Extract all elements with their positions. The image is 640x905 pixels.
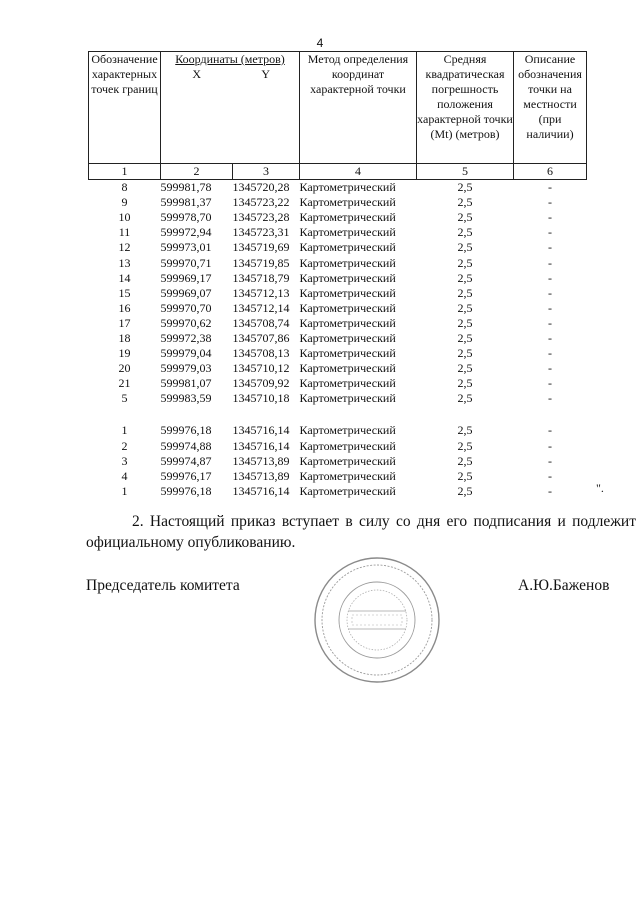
table-cell: 599983,59 <box>160 391 212 406</box>
table-row <box>89 423 587 438</box>
table-cell: 2,5 <box>457 346 473 361</box>
table-cell: - <box>548 330 552 345</box>
table-cell: 1345713,89 <box>232 453 290 468</box>
header-method: Метод определения координат характерной точки <box>300 52 417 164</box>
table-cell: 1345713,89 <box>232 468 290 483</box>
table-cell: - <box>548 210 552 225</box>
header-number: 4 <box>300 164 417 180</box>
table-cell: 599970,62 <box>160 315 212 330</box>
table-row <box>89 225 587 240</box>
table-row <box>89 376 587 391</box>
table-cell: 1 <box>121 423 128 438</box>
table-cell: 2,5 <box>457 438 473 453</box>
table-cell: 9 <box>121 195 128 210</box>
table-row <box>89 180 587 196</box>
table-cell: 1345710,12 <box>232 361 290 376</box>
header-coordinates: Координаты (метров) <box>161 52 300 68</box>
table-cell: Картометрический <box>299 255 396 270</box>
table-row <box>89 484 587 499</box>
table-cell: 599981,07 <box>160 376 212 391</box>
table-cell: 599979,04 <box>160 346 212 361</box>
table-cell: Картометрический <box>299 330 396 345</box>
coordinates-table <box>88 51 587 499</box>
header-y: Y <box>233 67 300 164</box>
table-cell: Картометрический <box>299 438 396 453</box>
table-cell: 1345719,69 <box>232 240 290 255</box>
table-body-inner-contour <box>89 423 587 498</box>
table-cell: 1345719,85 <box>232 255 290 270</box>
table-cell: 2,5 <box>457 361 473 376</box>
table-cell: 2,5 <box>457 240 473 255</box>
table-cell: - <box>548 315 552 330</box>
table-cell: 2,5 <box>457 270 473 285</box>
table-cell: 20 <box>118 361 131 376</box>
table-cell: Картометрический <box>299 270 396 285</box>
table-cell: - <box>548 453 552 468</box>
table-cell: Картометрический <box>299 180 396 195</box>
table-cell: - <box>548 270 552 285</box>
table-cell: Картометрический <box>299 376 396 391</box>
table-cell: 2,5 <box>457 210 473 225</box>
table-row <box>89 454 587 469</box>
table-cell: - <box>548 438 552 453</box>
table-cell: Картометрический <box>299 361 396 376</box>
table-cell: 1345720,28 <box>232 180 290 195</box>
table-cell: Картометрический <box>299 453 396 468</box>
table-cell: Картометрический <box>299 285 396 300</box>
table-cell: 2,5 <box>457 376 473 391</box>
table-cell: - <box>548 285 552 300</box>
table-cell: Картометрический <box>299 300 396 315</box>
table-cell: 10 <box>118 210 131 225</box>
table-cell: - <box>548 468 552 483</box>
header-point-designation: Обозначение характерных точек границ <box>89 52 161 164</box>
table-cell: 2,5 <box>457 285 473 300</box>
table-cell: Картометрический <box>299 423 396 438</box>
table-row <box>89 439 587 454</box>
header-description: Описание обозначения точки на местности (при наличии) <box>514 52 587 164</box>
table-cell: 2,5 <box>457 315 473 330</box>
header-number: 6 <box>514 164 587 180</box>
table-cell: 2,5 <box>457 180 473 195</box>
table-cell: 4 <box>121 468 128 483</box>
table-row <box>89 361 587 376</box>
table-body-outer-contour <box>89 180 587 407</box>
header-number: 2 <box>161 164 233 180</box>
table-cell: 11 <box>118 225 131 240</box>
table-spacer <box>89 406 587 423</box>
table-cell: 599969,17 <box>160 270 212 285</box>
table-cell: 599981,78 <box>160 180 212 195</box>
table-cell: Картометрический <box>299 315 396 330</box>
table-row <box>89 316 587 331</box>
table-cell: - <box>548 240 552 255</box>
table-cell: 599981,37 <box>160 195 212 210</box>
header-number: 3 <box>233 164 300 180</box>
table-cell: 1345723,22 <box>232 195 290 210</box>
table-cell: 2,5 <box>457 300 473 315</box>
table-cell: 599976,18 <box>160 423 212 438</box>
table-row <box>89 195 587 210</box>
table-cell: 16 <box>118 300 131 315</box>
official-seal-stamp <box>312 555 442 685</box>
table-cell: Картометрический <box>299 391 396 406</box>
table-cell: 1345710,18 <box>232 391 290 406</box>
table-cell: Картометрический <box>299 210 396 225</box>
table-cell: 599972,38 <box>160 330 212 345</box>
signature-title: Председатель комитета <box>86 577 240 594</box>
table-cell: Картометрический <box>299 346 396 361</box>
table-row <box>89 346 587 361</box>
table-cell: 14 <box>118 270 131 285</box>
table-row <box>89 331 587 346</box>
table-cell: 599970,70 <box>160 300 212 315</box>
table-cell: 599979,03 <box>160 361 212 376</box>
table-cell: - <box>548 423 552 438</box>
table-row <box>89 286 587 301</box>
table-cell: - <box>548 255 552 270</box>
table-cell: 1345708,74 <box>232 315 290 330</box>
table-cell: 1345716,14 <box>232 438 290 453</box>
table-cell: 8 <box>121 180 128 195</box>
table-cell: 599976,18 <box>160 483 212 498</box>
table-cell: - <box>548 483 552 498</box>
table-cell: 2,5 <box>457 483 473 498</box>
table-cell: 1345716,14 <box>232 423 290 438</box>
header-x: X <box>161 67 233 164</box>
table-cell: 12 <box>118 240 131 255</box>
table-cell: 2,5 <box>457 391 473 406</box>
table-cell: 1345723,28 <box>232 210 290 225</box>
table-cell: - <box>548 225 552 240</box>
table-cell: 599973,01 <box>160 240 212 255</box>
table-cell: 1345708,13 <box>232 346 290 361</box>
table-cell: - <box>548 346 552 361</box>
table-cell: - <box>548 391 552 406</box>
table-cell: 599974,87 <box>160 453 212 468</box>
table-row <box>89 391 587 406</box>
table-cell: 2,5 <box>457 453 473 468</box>
closing-quote-mark: ". <box>596 481 604 495</box>
table-cell: 599978,70 <box>160 210 212 225</box>
table-row <box>89 255 587 270</box>
table-cell: 2 <box>121 438 128 453</box>
header-error: Средняя квадратическая погрешность положения характерной точки (Mt) (метров) <box>417 52 514 164</box>
table-cell: - <box>548 361 552 376</box>
table-row <box>89 271 587 286</box>
table-cell: 599976,17 <box>160 468 212 483</box>
table-cell: 1345723,31 <box>232 225 290 240</box>
table-cell: 19 <box>118 346 131 361</box>
header-number: 5 <box>417 164 514 180</box>
table-cell: 1 <box>121 483 128 498</box>
table-cell: 17 <box>118 315 131 330</box>
page-number: 4 <box>316 36 324 50</box>
table-cell: Картометрический <box>299 483 396 498</box>
table-cell: 1345709,92 <box>232 376 290 391</box>
table-cell: Картометрический <box>299 468 396 483</box>
table-cell: 1345707,86 <box>232 330 290 345</box>
table-cell: 599972,94 <box>160 225 212 240</box>
table-cell: Картометрический <box>299 240 396 255</box>
signature-name: А.Ю.Баженов <box>518 577 610 594</box>
table-cell: - <box>548 180 552 195</box>
table-cell: 599974,88 <box>160 438 212 453</box>
table-cell: 13 <box>118 255 131 270</box>
table-cell: - <box>548 300 552 315</box>
table-cell: - <box>548 376 552 391</box>
table-cell: 2,5 <box>457 255 473 270</box>
table-cell: 5 <box>121 391 128 406</box>
table-cell: 1345716,14 <box>232 483 290 498</box>
table-cell: 599970,71 <box>160 255 212 270</box>
table-row <box>89 301 587 316</box>
table-row <box>89 210 587 225</box>
table-cell: 1345712,13 <box>232 285 290 300</box>
table-cell: 2,5 <box>457 195 473 210</box>
order-paragraph: 2. Настоящий приказ вступает в силу со дня его подписания и подлежит официальному опубликованию. <box>86 513 636 551</box>
table-cell: 3 <box>121 453 128 468</box>
table-cell: Картометрический <box>299 195 396 210</box>
table-cell: 2,5 <box>457 225 473 240</box>
table-cell: 15 <box>118 285 131 300</box>
table-cell: - <box>548 195 552 210</box>
table-cell: 1345718,79 <box>232 270 290 285</box>
table-cell: 2,5 <box>457 468 473 483</box>
table-cell: Картометрический <box>299 225 396 240</box>
table-cell: 2,5 <box>457 330 473 345</box>
table-row <box>89 240 587 255</box>
table-cell: 2,5 <box>457 423 473 438</box>
table-cell: 21 <box>118 376 131 391</box>
table-cell: 18 <box>118 330 131 345</box>
header-number: 1 <box>89 164 161 180</box>
table-row <box>89 469 587 484</box>
table-cell: 1345712,14 <box>232 300 290 315</box>
table-cell: 599969,07 <box>160 285 212 300</box>
header-number-row <box>89 164 587 180</box>
